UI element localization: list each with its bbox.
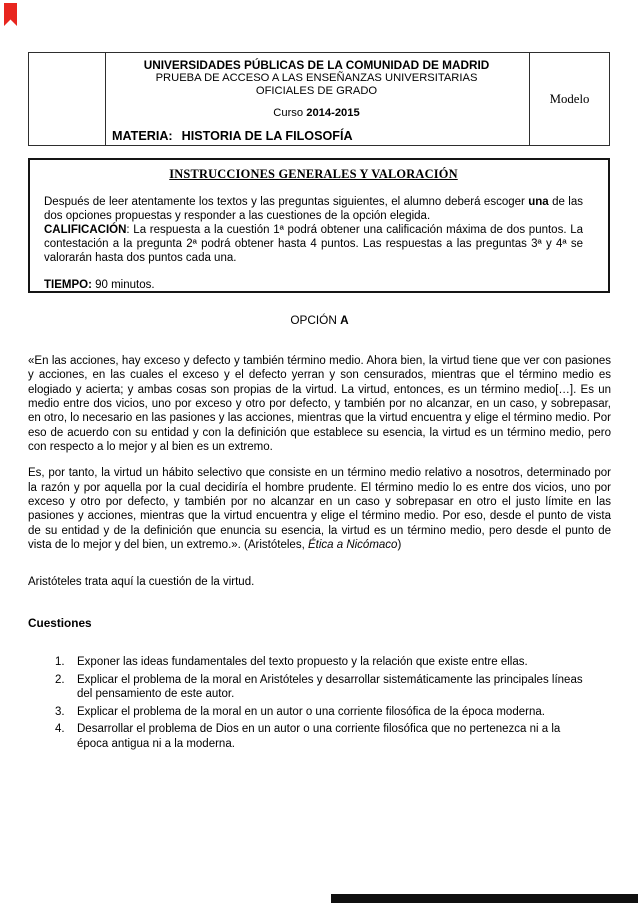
- cuestion-item: [28, 655, 611, 669]
- cuestion-item: [28, 705, 611, 719]
- quote-paragraph-1: «En las acciones, hay exceso y defecto y también término medio. Ahora bien, la virtud tiene que ver con pasiones y acciones, en las cuales el exceso y el defecto yerran y son censurados, mientras que el término medio es elogiado y acierta; y ambas cosas son propias de la virtud. La virtud, entonces, es un término medio[…]. Es un medio entre dos vicios, uno por exceso y otro por defecto, y también por no alcanzar, en un caso, y sobrepasar, en otro, lo necesario en las pasiones y las acciones, mientras que la virtud encuentra y elige el término medio. Por eso de acuerdo con su entidad y con la definición que establece su esencia, la virtud es un término medio, pero con respecto a lo mejor y al bien es un extremo.: [28, 355, 611, 454]
- materia-label: MATERIA:: [112, 129, 173, 143]
- curso-value: 2014-2015: [306, 107, 360, 119]
- curso-line: [112, 107, 521, 119]
- instructions-bold-una: una: [528, 196, 549, 208]
- source-title: Ética a Nicómaco: [307, 539, 398, 552]
- header-center-cell: [106, 53, 529, 145]
- calificacion-label: CALIFICACIÓN: [44, 224, 127, 236]
- cuestion-text: Explicar el problema de la moral en Aristóteles y desarrollar sistemáticamente las principales líneas del pensamiento de este autor.: [77, 673, 583, 701]
- red-bookmark-artifact: [4, 3, 17, 26]
- quote-paragraph-2: [28, 466, 611, 552]
- cuestion-text: Exponer las ideas fundamentales del texto propuesto y la relación que existe entre ellas.: [77, 656, 528, 669]
- modelo-label: Modelo: [549, 91, 590, 106]
- instructions-text-rest: de las dos opciones propuestas y responder a las cuestiones de la opción elegida.: [44, 196, 583, 222]
- exam-title-line1: PRUEBA DE ACCESO A LAS ENSEÑANZAS UNIVERSITARIAS: [155, 72, 478, 84]
- cuestion-item: [28, 722, 611, 751]
- curso-label: Curso: [273, 107, 307, 119]
- instructions-text-start: Después de leer atentamente los textos y las preguntas siguientes, el alumno deberá escoger: [44, 196, 529, 208]
- opcion-heading: [28, 313, 611, 327]
- quote-paragraph-2-close: ): [397, 539, 402, 552]
- instructions-body: [44, 195, 583, 265]
- content-column: [28, 305, 611, 754]
- cuestion-number: 3.: [55, 705, 65, 718]
- header-table: [28, 52, 610, 146]
- cuestion-item: [28, 673, 611, 702]
- quote-paragraph-2-text: Es, por tanto, la virtud un hábito selectivo que consiste en un término medio relativo a nosotros, determinado por la razón y por aquella por la cual decidiría el hombre prudente. El término medio lo es entre dos vicios, uno por exceso y otro por defecto, y también por no alcanzar en un caso y sobrepasar en otro el justo límite en las pasiones y acciones, mientras que la virtud encuentra y elige el término medio. Por eso, desde el punto de vista de su entidad y de la definición que enuncia su esencia, la virtud es un término medio, pero desde el punto de vista de lo mejor y del bien, un extremo.». (Aristóteles,: [28, 467, 611, 552]
- opcion-letter: A: [340, 313, 349, 327]
- materia-value: HISTORIA DE LA FILOSOFÍA: [181, 129, 353, 143]
- cuestion-number: 4.: [55, 723, 65, 736]
- tiempo-label: TIEMPO:: [44, 279, 92, 291]
- instructions-title: INSTRUCCIONES GENERALES Y VALORACIÓN: [169, 167, 458, 181]
- modelo-cell: [529, 53, 609, 145]
- materia-line: [112, 129, 521, 143]
- cuestion-number: 2.: [55, 673, 65, 686]
- cuestion-text: Explicar el problema de la moral en un autor o una corriente filosófica de la época moderna.: [77, 705, 545, 718]
- exam-title-line2: OFICIALES DE GRADO: [255, 85, 378, 97]
- tiempo-value: 90 minutos.: [91, 279, 155, 291]
- calificacion-text: : La respuesta a la cuestión 1ª podrá obtener una calificación máxima de dos puntos. La contestación a la pregunta 2ª podrá obtener hasta 4 puntos. Las respuestas a las preguntas 3ª y 4ª se valorarán hasta dos puntos cada una.: [44, 224, 583, 264]
- cuestion-number: 1.: [55, 656, 65, 669]
- cuestiones-heading: Cuestiones: [28, 616, 92, 631]
- university-name: UNIVERSIDADES PÚBLICAS DE LA COMUNIDAD DE MADRID: [143, 58, 490, 72]
- opcion-label: OPCIÓN: [290, 313, 337, 327]
- cuestion-text: Desarrollar el problema de Dios en un autor o una corriente filosófica que no pertenezca ni a la época antigua ni a la moderna.: [77, 723, 561, 750]
- instructions-box: [28, 158, 610, 293]
- bottom-bar-artifact: [331, 894, 638, 903]
- author-note: Aristóteles trata aquí la cuestión de la virtud.: [28, 576, 255, 589]
- header-logo-cell: [29, 53, 106, 145]
- cuestiones-list: [28, 655, 611, 750]
- tiempo-line: [44, 279, 583, 291]
